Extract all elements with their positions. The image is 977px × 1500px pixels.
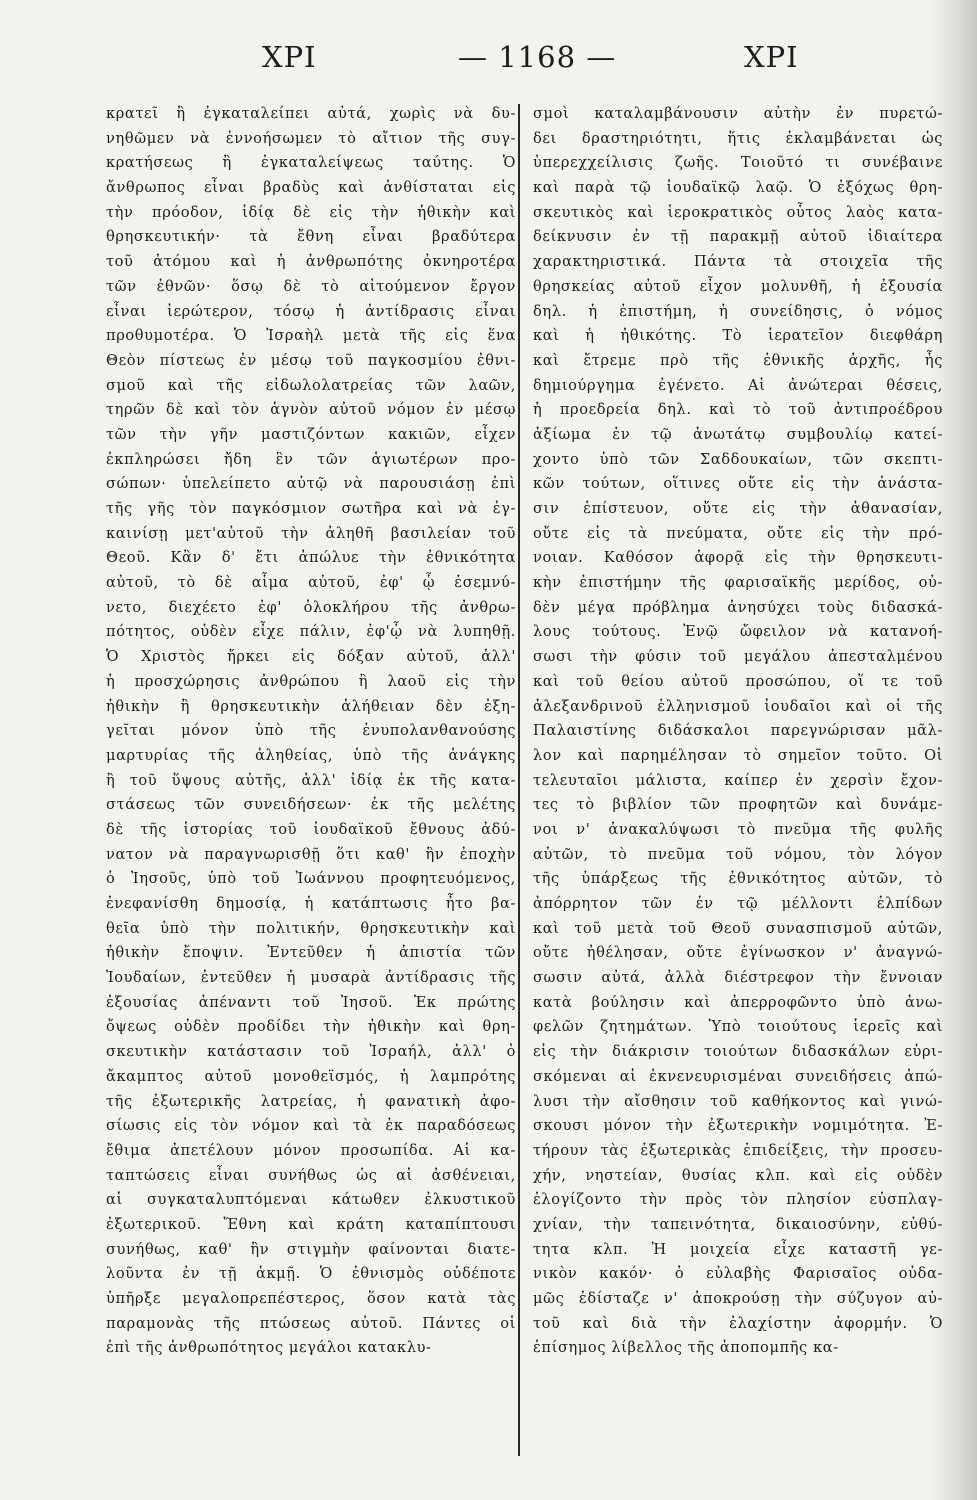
text-line: σώπων· ὑπελείπετο αὐτῷ νὰ παρουσιάσῃ ἐπὶ [106,475,516,493]
left-column [106,102,516,1361]
text-line: καὶ παρὰ τῷ ἰουδαϊκῷ λαῷ. Ὁ ἐξόχως θρη- [533,179,943,197]
text-line: ἐξωτερικοῦ. Ἔθνη καὶ κράτη καταπίπτουσι [106,1215,516,1233]
text-line: μῶς ἐδίσταζε ν' ἀποκρούσῃ τὴν σύζυγον αὐ- [533,1290,943,1307]
text-line: ἀξίωμα ἐν τῷ ἀνωτάτῳ συμβουλίῳ κατεί- [533,425,943,443]
text-line: ἠθικὴν ἔποψιν. Ἐντεῦθεν ἡ ἀπιστία τῶν [106,944,516,962]
text-line: σκόμεναι αἱ ἐκνενευρισμέναι συνειδήσεις ἀπώ- [533,1067,943,1085]
text-line: καὶ ἔτρεμε πρὸ τῆς ἐθνικῆς ἀρχῆς, ἧς [533,351,943,369]
text-line: ἐξουσίας ἀπέναντι τοῦ Ἰησοῦ. Ἐκ πρώτης [106,993,516,1011]
text-line: καινίσῃ μετ'αὐτοῦ τὴν ἀληθῆ βασιλείαν τοῦ [106,524,516,542]
text-line: θρησκείας αὐτοῦ εἶχον μολυνθῆ, ἡ ἐξουσία [533,277,943,295]
text-line: σμοὶ καταλαμβάνουσιν αὐτὴν ἐν πυρετώ- [533,105,943,122]
text-line: καὶ τοῦ μετὰ τοῦ Θεοῦ συνασπισμοῦ αὐτῶν, [533,919,943,937]
running-header [0,40,977,90]
text-line: τήρουν τὰς ἐξωτερικὰς ἐπιδείξεις, τὴν προσευ- [533,1141,943,1159]
text-line: κατὰ βούλησιν καὶ ἀπερροφῶντο ὑπὸ ἀνω- [533,993,943,1011]
text-line: στάσεως τῶν συνειδήσεων· ἐκ τῆς μελέτης [106,796,516,814]
text-line: ταπτώσεις εἶναι συνήθως ὡς αἱ ἀσθένειαι, [106,1166,516,1184]
text-line: σμοῦ καὶ τῆς εἰδωλολατρείας τῶν λαῶν, [106,376,516,394]
text-line: γεῖται μόνον ὑπὸ τῆς ἐνυπολανθανούσης [106,722,516,740]
text-line: τῆς γῆς τὸν παγκόσμιον σωτῆρα καὶ νὰ ἐγ- [106,500,516,517]
text-line: σωσιν αὐτά, ἀλλὰ διέστρεφον τὴν ἔννοιαν [533,969,943,987]
text-line: ὑπῆρξε μεγαλοπρεπέστερος, ὅσον κατὰ τὰς [106,1290,516,1307]
text-line: προθυμοτέρα. Ὁ Ἰσραὴλ μετὰ τῆς εἰς ἕνα [106,327,516,345]
text-line: Ἰουδαίων, ἐντεῦθεν ἡ μυσαρὰ ἀντίδρασις τῆς [106,969,516,987]
text-line: σίωσις εἰς τὸν νόμον καὶ τὰ ἐκ παραδόσεως [106,1117,516,1135]
text-line: ἄνθρωπος εἶναι βραδὺς καὶ ἀνθίσταται εἰς [106,179,516,197]
text-line: οὔτε ἠθέλησαν, οὔτε ἐγίνωσκον ν' ἀναγνώ- [533,944,943,962]
text-line: τὴν πρόοδον, ἰδίᾳ δὲ εἰς τὴν ἠθικὴν καὶ [106,203,516,221]
text-line: ἀλεξανδρινοῦ ἑλληνισμοῦ ἰουδαῖοι καὶ οἱ τῆς [533,697,943,715]
text-line: Θεὸν πίστεως ἐν μέσῳ τοῦ παγκοσμίου ἐθνι- [106,351,516,369]
text-line: καὶ ἡ ἠθικότης. Τὸ ἱερατεῖον διεφθάρη [533,327,943,345]
header-right-word: ΧΡΙ [744,40,799,74]
text-line: αἱ συγκαταλυπτόμεναι κάτωθεν ἐλκυστικοῦ [106,1191,516,1209]
text-line: σιν ἐπίστευον, οὔτε εἰς τὴν ἀθανασίαν, [533,500,943,517]
text-line: τες τὸ βιβλίον τῶν προφητῶν καὶ δυνάμε- [533,796,943,814]
text-line: Θεοῦ. Κἂν δ' ἔτι ἀπώλυε τὴν ἐθνικότητα [106,549,516,567]
text-line: εἰς τὴν διάκρισιν τοιούτων διδασκάλων εὑρι- [533,1043,943,1061]
text-line: εἶναι ἱερώτερον, τόσῳ ἡ ἀντίδρασις εἶναι [106,302,516,320]
text-line: τῶν ἐθνῶν· ὅσῳ δὲ τὸ αἰτούμενον ἔργον [106,277,516,295]
text-line: πότητος, οὐδὲν εἶχε πάλιν, ἐφ'ᾧ νὰ λυπηθῇ. [106,623,516,641]
text-line: ἡ προσχώρησις ἀνθρώπου ἢ λαοῦ εἰς τὴν [106,672,516,690]
text-line: χήν, νηστείαν, θυσίας κλπ. καὶ εἰς οὐδὲν [533,1166,943,1184]
header-left-word: ΧΡΙ [262,40,317,74]
text-line: λους τούτους. Ἐνῷ ὤφειλον νὰ κατανοή- [533,623,943,641]
column-divider [518,104,520,1456]
text-line: θεῖα ὑπὸ τὴν πολιτικήν, θρησκευτικὴν καὶ [106,919,516,937]
text-line: ὑπερεχχείλισις ζωῆς. Τοιοῦτό τι συνέβαινε [533,154,943,172]
text-line: ἔθιμα ἀπετέλουν μόνον προσωπίδα. Αἱ κα- [106,1141,516,1159]
text-line: τοῦ καὶ διὰ τὴν ἐλαχίστην ἀφορμήν. Ὁ [533,1314,943,1332]
text-line: νοι ν' ἀνακαλύψωσι τὸ πνεῦμα τῆς φυλῆς [533,820,943,838]
text-line: οὔτε εἰς τὰ πνεύματα, οὔτε εἰς τὴν πρό- [533,524,943,542]
text-line: νικὸν κακόν· ὁ εὐλαβὴς Φαρισαῖος οὐδα- [533,1265,943,1283]
text-line: θρησκευτικήν· τὰ ἔθνη εἶναι βραδύτερα [106,228,516,246]
text-line: τηρῶν δὲ καὶ τὸν ἁγνὸν αὐτοῦ νόμον ἐν μέσῳ [106,401,516,419]
text-line: τελευταῖοι μάλιστα, καίπερ ἐν χερσὶν ἔχον- [533,771,943,789]
text-line: δὲ τῆς ἱστορίας τοῦ ἰουδαϊκοῦ ἔθνους ἀδύ- [106,820,516,838]
text-line: σκευτικὴν κατάστασιν τοῦ Ἰσραήλ, ἀλλ' ὁ [106,1043,516,1061]
text-line: ὁ Ἰησοῦς, ὑπὸ τοῦ Ἰωάννου προφητευόμενος, [106,870,516,888]
text-line: σκουσι μόνον τὴν ἐξωτερικὴν νομιμότητα. Ἐ- [533,1117,943,1135]
text-line: χοντο ὑπὸ τῶν Σαδδουκαίων, τῶν σκεπτι- [533,450,943,468]
text-line: λον καὶ παρημέλησαν τὸ σημεῖον τοῦτο. Οἱ [533,746,943,764]
text-line: ἐνεφανίσθη δημοσίᾳ, ἡ κατάπτωσις ἦτο βα- [106,895,516,912]
text-line: ἀπόρρητον τῶν ἐν τῷ μέλλοντι ἐλπίδων [533,895,943,912]
text-line: αὐτοῦ, τὸ δὲ αἷμα αὐτοῦ, ἐφ' ᾧ ἐσεμνύ- [106,574,516,592]
text-line: δὲν μέγα πρόβλημα ἀνησύχει τοὺς διδασκά- [533,598,943,616]
text-line: ἐλογίζοντο τὴν πρὸς τὸν πλησίον εὐσπλαγ- [533,1191,943,1209]
text-line: κῶν τούτων, οἵτινες οὔτε εἰς τὴν ἀνάστα- [533,475,943,493]
text-line: νετο, διεχέετο ἐφ' ὁλοκλήρου τῆς ἀνθρω- [106,598,516,616]
text-line: τῶν τὴν γῆν μαστιζόντων κακιῶν, εἶχεν [106,425,516,443]
text-line: τητα κλπ. Ἡ μοιχεία εἶχε καταστῆ γε- [533,1240,943,1258]
text-line: ἐκπληρώσει ἤδη ἓν τῶν ἁγιωτέρων προ- [106,450,516,468]
text-line: λοῦντα ἐν τῇ ἀκμῇ. Ὁ ἐθνισμὸς οὐδέποτε [106,1265,516,1283]
text-line: συνήθως, καθ' ἣν στιγμὴν φαίνονται διατε- [106,1240,516,1258]
text-line: νατον νὰ παραγνωρισθῇ ὅτι καθ' ἣν ἐποχὴν [106,845,516,863]
text-line: καὶ τοῦ θείου αὐτοῦ προσώπου, οἵ τε τοῦ [533,672,943,690]
text-line: σκευτικὸς καὶ ἱεροκρατικὸς οὗτος λαὸς κατα- [533,203,943,221]
text-line: τῆς ἐξωτερικῆς λατρείας, ἡ φανατικὴ ἀφο- [106,1092,516,1110]
text-line: ἠθικὴν ἢ θρησκευτικὴν ἀλήθειαν δὲν ἐξη- [106,697,516,715]
text-line: ἢ τοῦ ὕψους αὐτῆς, ἀλλ' ἰδίᾳ ἐκ τῆς κατα- [106,771,516,789]
right-column [533,102,943,1361]
text-line: φελῶν ζητημάτων. Ὑπὸ τοιούτους ἱερεῖς καὶ [533,1018,943,1036]
text-line: χνίαν, τὴν ταπεινότητα, δικαιοσύνην, εὐθύ- [533,1215,943,1233]
text-line: νηθῶμεν νὰ ἐννοήσωμεν τὸ αἴτιον τῆς συγ- [106,129,516,147]
text-line: ἡ προεδρεία δηλ. καὶ τὸ τοῦ ἀντιπροέδρου [533,401,943,419]
text-line: κρατεῖ ἢ ἐγκαταλείπει αὐτά, χωρὶς νὰ δυ- [106,105,516,122]
page-number: — 1168 — [458,40,617,74]
text-line: κρατήσεως ἢ ἐγκαταλείψεως ταύτης. Ὁ [106,154,516,172]
text-line: ἐπίσημος λίβελλος τῆς ἀποπομπῆς κα- [533,1339,839,1357]
text-line: αὐτῶν, τὸ πνεῦμα τοῦ νόμου, τὸν λόγον [533,845,943,863]
text-line: δείκνυσιν ἐν τῇ παρακμῇ αὐτοῦ ἰδιαίτερα [533,228,943,246]
text-line: Ὁ Χριστὸς ἤρκει εἰς δόξαν αὐτοῦ, ἀλλ' [106,648,516,666]
text-line: λυσι τὴν αἴσθησιν τοῦ καθήκοντος καὶ γινώ- [533,1092,943,1110]
text-line: ἐπὶ τῆς ἀνθρωπότητος μεγάλοι κατακλυ- [106,1339,432,1357]
text-line: νοιαν. Καθόσον ἀφορᾷ εἰς τὴν θρησκευτι- [533,549,943,567]
text-line: παραμονὰς τῆς πτώσεως αὐτοῦ. Πάντες οἱ [106,1314,516,1332]
text-line: τῆς ὑπάρξεως τῆς ἐθνικότητος αὐτῶν, τὸ [533,870,943,888]
text-line: ὄψεως οὐδὲν προδίδει τὴν ἠθικὴν καὶ θρη- [106,1018,516,1036]
text-line: χαρακτηριστικά. Πάντα τὰ στοιχεῖα τῆς [533,253,943,271]
text-line: Παλαιστίνης διδάσκαλοι παρεγνώρισαν μᾶλ- [533,722,943,740]
text-line: ἄκαμπτος αὐτοῦ μονοθεϊσμός, ἡ λαμπρότης [106,1067,516,1085]
text-line: τοῦ ἀτόμου καὶ ἡ ἀνθρωπότης ὀκνηροτέρα [106,253,516,271]
text-line: δημιούργημα ἐγένετο. Αἱ ἀνώτεραι θέσεις, [533,376,943,394]
text-line: δει δραστηριότητι, ἥτις ἐκλαμβάνεται ὡς [533,129,943,147]
text-line: δηλ. ἡ ἐπιστήμη, ἡ συνείδησις, ὁ νόμος [533,302,943,320]
text-line: μαρτυρίας τῆς ἀληθείας, ὑπὸ τῆς ἀνάγκης [106,746,516,764]
text-line: σωσι τὴν φύσιν τοῦ μεγάλου ἀπεσταλμένου [533,648,943,666]
text-line: κὴν ἐπιστήμην τῆς φαρισαϊκῆς μερίδος, οὐ- [533,574,943,592]
